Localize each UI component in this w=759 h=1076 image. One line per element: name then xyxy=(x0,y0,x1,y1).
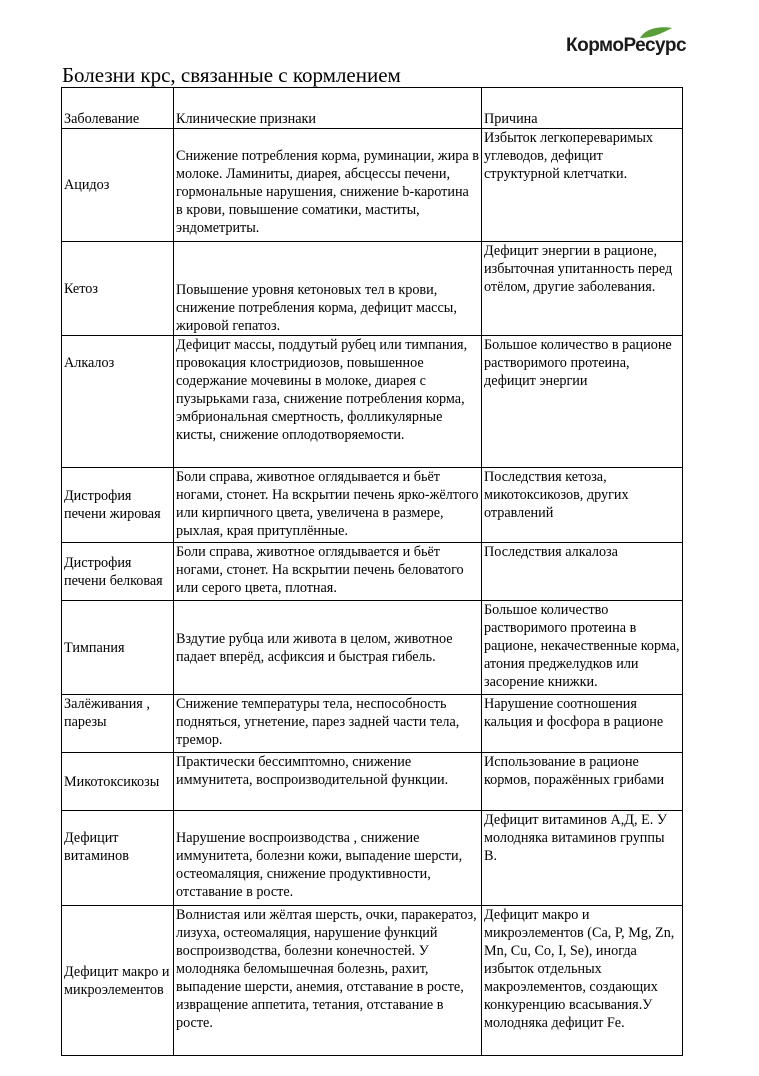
cause-cell: Большое количество растворимого протеина в рационе, некачественные корма, атония преджелудков или засорение книжки. xyxy=(482,601,683,695)
signs-text: Нарушение воспроизводства , снижение иммунитета, болезни кожи, выпадение шерсти, остеомаляция, снижение продуктивности, отставание в росте. xyxy=(176,830,463,900)
table-row xyxy=(62,753,683,811)
disease-cell: Микотоксикозы xyxy=(62,753,174,811)
cause-cell: Дефицит макро и микроэлементов (Ca, P, Mg, Zn, Mn, Cu, Co, I, Se), иногда избыток отдельных макроэлементов, создающих конкуренцию всасывания.У молодняка дефицит Fe. xyxy=(482,906,683,1056)
table-row xyxy=(62,811,683,906)
disease-cell: Кетоз xyxy=(62,242,174,336)
table-row xyxy=(62,129,683,242)
disease-cell: Дефицит макро и микроэлементов xyxy=(62,906,174,1056)
cause-cell: Большое количество в рационе растворимого протеина, дефицит энергии xyxy=(482,336,683,468)
disease-cell: Тимпания xyxy=(62,601,174,695)
signs-cell: Повышение уровня кетоновых тел в крови, снижение потребления корма, дефицит массы, жировой гепатоз. xyxy=(174,242,482,336)
header-disease: Заболевание xyxy=(62,88,174,129)
cause-cell: Последствия кетоза, микотоксикозов, других отравлений xyxy=(482,468,683,543)
table-row xyxy=(62,336,683,468)
cause-cell: Последствия алкалоза xyxy=(482,543,683,601)
table-row xyxy=(62,906,683,1056)
disease-cell xyxy=(62,336,174,468)
table-row xyxy=(62,468,683,543)
header-signs: Клинические признаки xyxy=(174,88,482,129)
cause-cell: Дефицит витаминов А,Д, Е. У молодняка витаминов группы В. xyxy=(482,811,683,906)
cause-cell: Избыток легкопереваримых углеводов, дефицит структурной клетчатки. xyxy=(482,129,683,242)
table-header-row xyxy=(62,88,683,129)
cause-cell: Использование в рационе кормов, поражённых грибами xyxy=(482,753,683,811)
signs-cell: Боли справа, животное оглядывается и бьёт ногами, стонет. На вскрытии печень беловатого или серого цвета, плотная. xyxy=(174,543,482,601)
brand-name: КормоРесурс xyxy=(566,35,687,56)
cause-cell: Дефицит энергии в рационе, избыточная упитанность перед отёлом, другие заболевания. xyxy=(482,242,683,336)
signs-text: Снижение потребления корма, руминации, жира в молоке. Ламиниты, диарея, абсцессы печени, гормональные нарушения, снижение b-каротина в крови, повышение соматики, маститы, эндометриты. xyxy=(176,148,479,236)
header-cause: Причина xyxy=(482,88,683,129)
disease-cell: Дистрофия печени жировая xyxy=(62,468,174,543)
disease-cell: Дистрофия печени белковая xyxy=(62,543,174,601)
table-row xyxy=(62,695,683,753)
diseases-table xyxy=(61,87,683,1056)
table-row xyxy=(62,242,683,336)
page-title: Болезни крс, связанные с кормлением xyxy=(62,63,401,87)
table-row xyxy=(62,543,683,601)
signs-cell: Дефицит массы, поддутый рубец или тимпания, провокация клостридиозов, повышенное содержание мочевины в молоке, диарея с пузырьками газа, снижение потребления корма, эмбриональная смертность, фолликулярные кисты, снижение оплодотворяемости. xyxy=(174,336,482,468)
signs-cell xyxy=(174,811,482,906)
cause-cell: Нарушение соотношения кальция и фосфора в рационе xyxy=(482,695,683,753)
disease-cell: Ацидоз xyxy=(62,129,174,242)
disease-cell: Залёживания , парезы xyxy=(62,695,174,753)
table-row xyxy=(62,601,683,695)
signs-cell xyxy=(174,129,482,242)
signs-cell: Боли справа, животное оглядывается и бьёт ногами, стонет. На вскрытии печень ярко-жёлтого или кирпичного цвета, увеличена в размере, рыхлая, края притуплённые. xyxy=(174,468,482,543)
signs-cell: Волнистая или жёлтая шерсть, очки, паракератоз, лизуха, остеомаляция, нарушение функций воспроизводства, болезни конечностей. У молодняка беломышечная болезнь, рахит, выпадение шерсти, анемия, отставание в росте, извращение аппетита, тетания, отставание в росте. xyxy=(174,906,482,1056)
signs-cell: Вздутие рубца или живота в целом, животное падает вперёд, асфиксия и быстрая гибель. xyxy=(174,601,482,695)
disease-cell xyxy=(62,811,174,906)
disease-text: Дефицит витаминов xyxy=(64,830,129,864)
signs-cell: Снижение температуры тела, неспособность подняться, угнетение, парез задней части тела, тремор. xyxy=(174,695,482,753)
signs-cell: Практически бессимптомно, снижение иммунитета, воспроизводительной функции. xyxy=(174,753,482,811)
brand-logo xyxy=(566,22,716,62)
disease-text: Алкалоз xyxy=(64,355,115,371)
